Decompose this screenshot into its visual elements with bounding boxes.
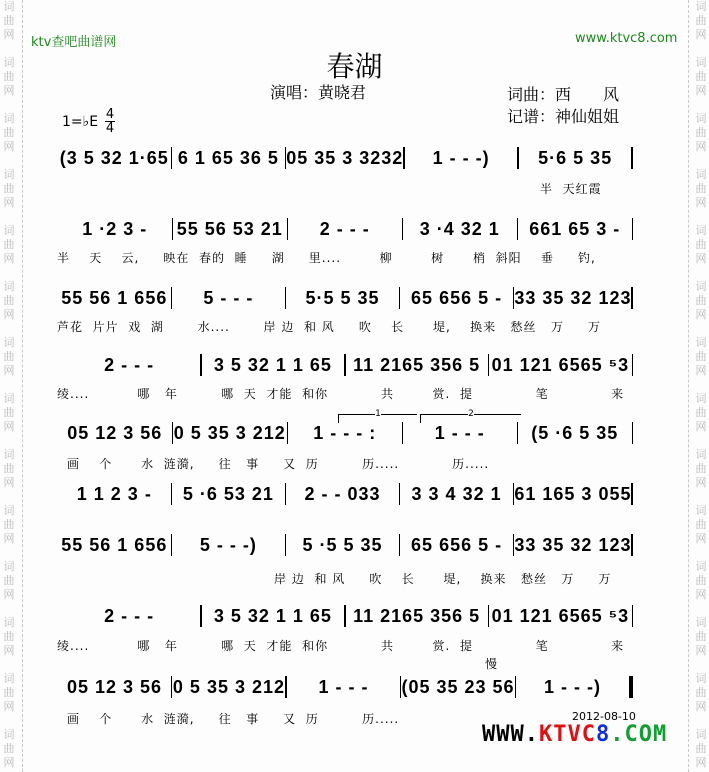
notation-row [58,675,633,699]
lyric-line-6: 岸 边 和 风 吹 长 堤, 换来 愁丝 万 万 [274,572,612,586]
measure: 3 5 32 1 1 65 [213,354,332,375]
notation-row [58,421,633,445]
measure: 33 35 32 123 [514,534,632,555]
measure: 2 - - 033 [304,483,381,504]
notation-row [58,533,633,557]
key-signature: 1=♭E [62,114,99,130]
measure: 1 - - -) [432,147,490,168]
measure: 5·6 5 35 [538,147,613,168]
measure: 1 ·2 3 - [82,218,148,239]
site-name[interactable]: ktv查吧曲谱网 [31,35,117,50]
lyric-line-4: 绫.... 哪 年 哪 天 才能 和你 共 赏. 提 笔 来 [57,387,625,401]
barline [631,147,633,169]
notation-row [58,146,633,170]
notation-row [58,353,633,377]
date: 2012-08-10 [572,710,636,723]
logo-www: WWW. [482,722,539,747]
transcriber: 记谱：神仙姐姐 [507,107,620,126]
measure: 05 12 3 56 [66,676,163,697]
barline [632,422,634,444]
margin-line-left [22,0,23,772]
measure: 5 ·6 53 21 [182,483,274,504]
measure: 5 - - -) [199,534,257,555]
measure: 661 65 3 - [529,218,621,239]
time-sig-top: 4 [105,107,115,122]
measure: 1 - - - : [313,422,377,443]
site-logo[interactable] [482,722,667,747]
measure: 1 - - -) [544,676,602,697]
logo-ktv: KTV [538,722,582,747]
measure: 01 121 6565 ⁵3 [491,605,630,626]
notation-row [58,604,633,628]
measure: 1 - - - [318,676,369,697]
singer: 演唱：黄晓君 [270,83,367,102]
measure: 2 - - - [104,354,155,375]
measure: 61 165 3 055 [514,483,632,504]
measure: 5·5 5 35 [305,287,380,308]
lyric-line-1: 半 天红霞 [540,182,602,196]
measure: 55 56 1 656 [61,287,168,308]
lyric-line-7: 绫.... 哪 年 哪 天 才能 和你 共 赏. 提 笔 来 [57,639,625,653]
notation-row [58,286,633,310]
measure: 05 35 3 3232 [286,147,404,168]
notation-row [58,482,633,506]
measure: (5 ·6 5 35 [531,422,619,443]
measure: 0 5 35 3 212 [173,422,286,443]
margin-line-right [688,0,689,772]
measure: 3 3 4 32 1 [411,483,502,504]
lyric-line-8: 画 个 水 涟漪, 往 事 又 历 历..... [67,712,400,726]
measure: 65 656 5 - [411,287,503,308]
measure: 5 - - - [203,287,254,308]
barline [631,287,633,309]
measure: 2 - - - [319,218,370,239]
volta-2 [420,409,521,423]
watermark-right: 词 曲 网 词 曲 网 词 曲 网 词 曲 网 词 曲 网 词 曲 网 词 曲 网 词 曲 网 词 曲 网 词 曲 网 词 曲 网 词 曲 网 词 曲 网 词 曲 网 [695,0,707,769]
measure: 11 2165 356 5 [353,354,481,375]
measure: 3 ·4 32 1 [419,218,500,239]
lyric-line-2: 半 天 云, 映在 春的 睡 湖 里.... 柳 树 梢 斜阳 垂 钓, [57,251,596,265]
site-url[interactable]: www.ktvc8.com [575,31,678,46]
measure: 33 35 32 123 [514,287,632,308]
measure: 05 12 3 56 [67,422,163,443]
measure: 01 121 6565 ⁵3 [491,354,630,375]
measure: 55 56 1 656 [61,534,168,555]
measure: 3 5 32 1 1 65 [213,605,332,626]
measure: (05 35 23 56 [401,676,515,697]
logo-8: 8 [595,722,611,747]
volta-1 [338,409,417,423]
watermark-left: 词 曲 网 词 曲 网 词 曲 网 词 曲 网 词 曲 网 词 曲 网 词 曲 网 词 曲 网 词 曲 网 词 曲 网 词 曲 网 词 曲 网 词 曲 网 词 曲 网 [3,0,15,769]
composer: 词曲：西 风 [507,85,620,104]
measure: 5 ·5 5 35 [302,534,383,555]
lyric-line-3: 芦花 片片 戏 湖 水.... 岸 边 和 风 吹 长 堤, 换来 愁丝 万 万 [57,320,602,334]
time-signature [105,108,115,135]
measure: 1 - - - [434,422,485,443]
measure: 1 1 2 3 - [76,483,152,504]
lyric-line-5: 画 个 水 涟漪, 往 事 又 历 历..... 历..... [67,457,490,471]
notation-row [58,217,633,241]
barline [632,605,634,627]
logo-c: C [581,722,596,747]
measure: 55 56 53 21 [176,218,283,239]
song-title: 春湖 [326,50,383,83]
volta-1-label: 1 [375,409,381,419]
barline [632,218,634,240]
measure: 2 - - - [104,605,155,626]
volta-2-label: 2 [468,409,474,419]
barline [631,534,633,556]
barline [631,483,633,505]
measure: 0 5 35 3 212 [172,676,286,697]
final-barline [629,676,633,698]
measure: (3 5 32 1·65 [59,147,169,168]
logo-com: .COM [610,722,668,747]
lyric-tempo-slow: 慢 [485,657,499,671]
measure: 6 1 65 36 5 [177,147,279,168]
measure: 11 2165 356 5 [353,605,481,626]
time-sig-bottom: 4 [105,121,115,136]
measure: 65 656 5 - [411,534,503,555]
barline [632,354,634,376]
